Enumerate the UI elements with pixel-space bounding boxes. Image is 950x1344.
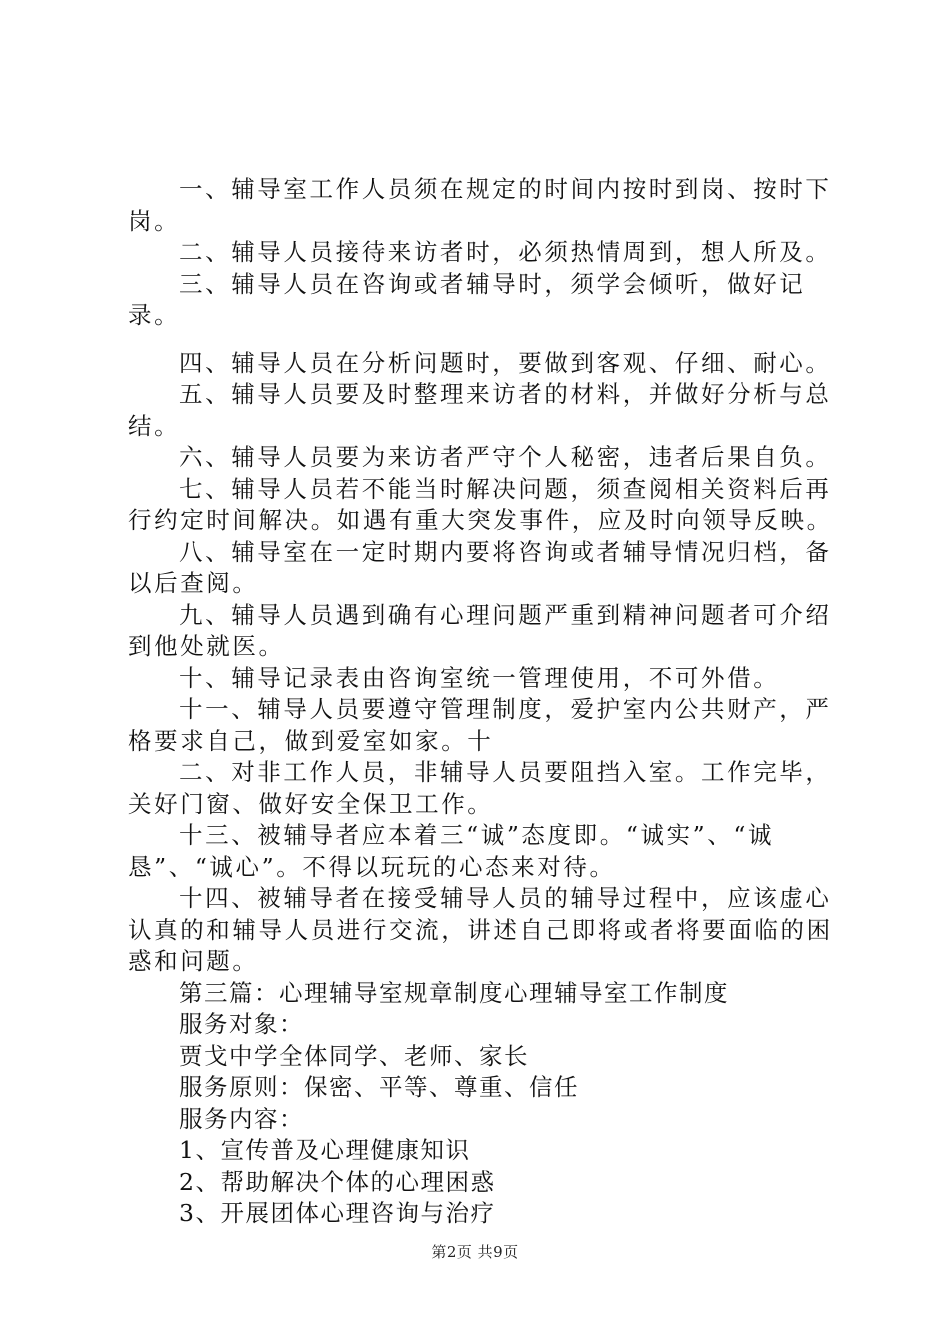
service-item-1: 1、宣传普及心理健康知识 — [179, 1136, 471, 1164]
service-item-2: 2、帮助解决个体的心理困惑 — [179, 1167, 496, 1196]
document-body — [128, 174, 838, 1230]
section-title: 第三篇：心理辅导室规章制度心理辅导室工作制度 — [179, 978, 729, 1007]
rule-1: 一、辅导室工作人员须在规定的时间内按时到岗、按时下岗。 — [128, 175, 832, 235]
rule-4: 四、辅导人员在分析问题时，要做到客观、仔细、耐心。 — [179, 348, 832, 377]
paragraph-gap — [128, 332, 838, 348]
rule-11: 十一、辅导人员要遵守管理制度，爱护室内公共财产，严格要求自己，做到爱室如家。十 — [128, 695, 832, 755]
rule-6: 六、辅导人员要为来访者严守个人秘密，违者后果自负。 — [179, 443, 832, 471]
rule-7: 七、辅导人员若不能当时解决问题，须查阅相关资料后再行约定时间解决。如遇有重大突发事件，应及时向领导反映。 — [128, 474, 833, 534]
rule-2: 二、辅导人员接待来访者时，必须热情周到，想人所及。 — [179, 238, 832, 266]
rule-10: 十、辅导记录表由咨询室统一管理使用，不可外借。 — [179, 663, 780, 692]
rule-3: 三、辅导人员在咨询或者辅导时，须学会倾听，做好记录。 — [128, 269, 806, 329]
service-target-value: 贾戈中学全体同学、老师、家长 — [179, 1041, 529, 1070]
page-footer: 第2页 共9页 — [431, 1243, 519, 1261]
service-principle: 服务原则：保密、平等、尊重、信任 — [179, 1073, 579, 1101]
rule-13: 十三、被辅导者应本着三“诚”态度即。“诚实”、“诚恳”、“诚心”。不得以玩玩的心态来对待。 — [128, 821, 775, 881]
service-item-3: 3、开展团体心理咨询与治疗 — [179, 1199, 496, 1227]
service-target-label: 服务对象： — [179, 1010, 304, 1038]
rule-14: 十四、被辅导者在接受辅导人员的辅导过程中，应该虚心认真的和辅导人员进行交流，讲述自己即将或者将要面临的困惑和问题。 — [128, 884, 833, 975]
rule-9: 九、辅导人员遇到确有心理问题严重到精神问题者可介绍到他处就医。 — [128, 600, 832, 660]
rule-12: 二、对非工作人员，非辅导人员要阻挡入室。工作完毕，关好门窗、做好安全保卫工作。 — [128, 758, 832, 818]
service-content-label: 服务内容： — [179, 1104, 304, 1133]
rule-8: 八、辅导室在一定时期内要将咨询或者辅导情况归档，备以后查阅。 — [128, 537, 832, 597]
rule-5: 五、辅导人员要及时整理来访者的材料，并做好分析与总结。 — [128, 380, 832, 440]
